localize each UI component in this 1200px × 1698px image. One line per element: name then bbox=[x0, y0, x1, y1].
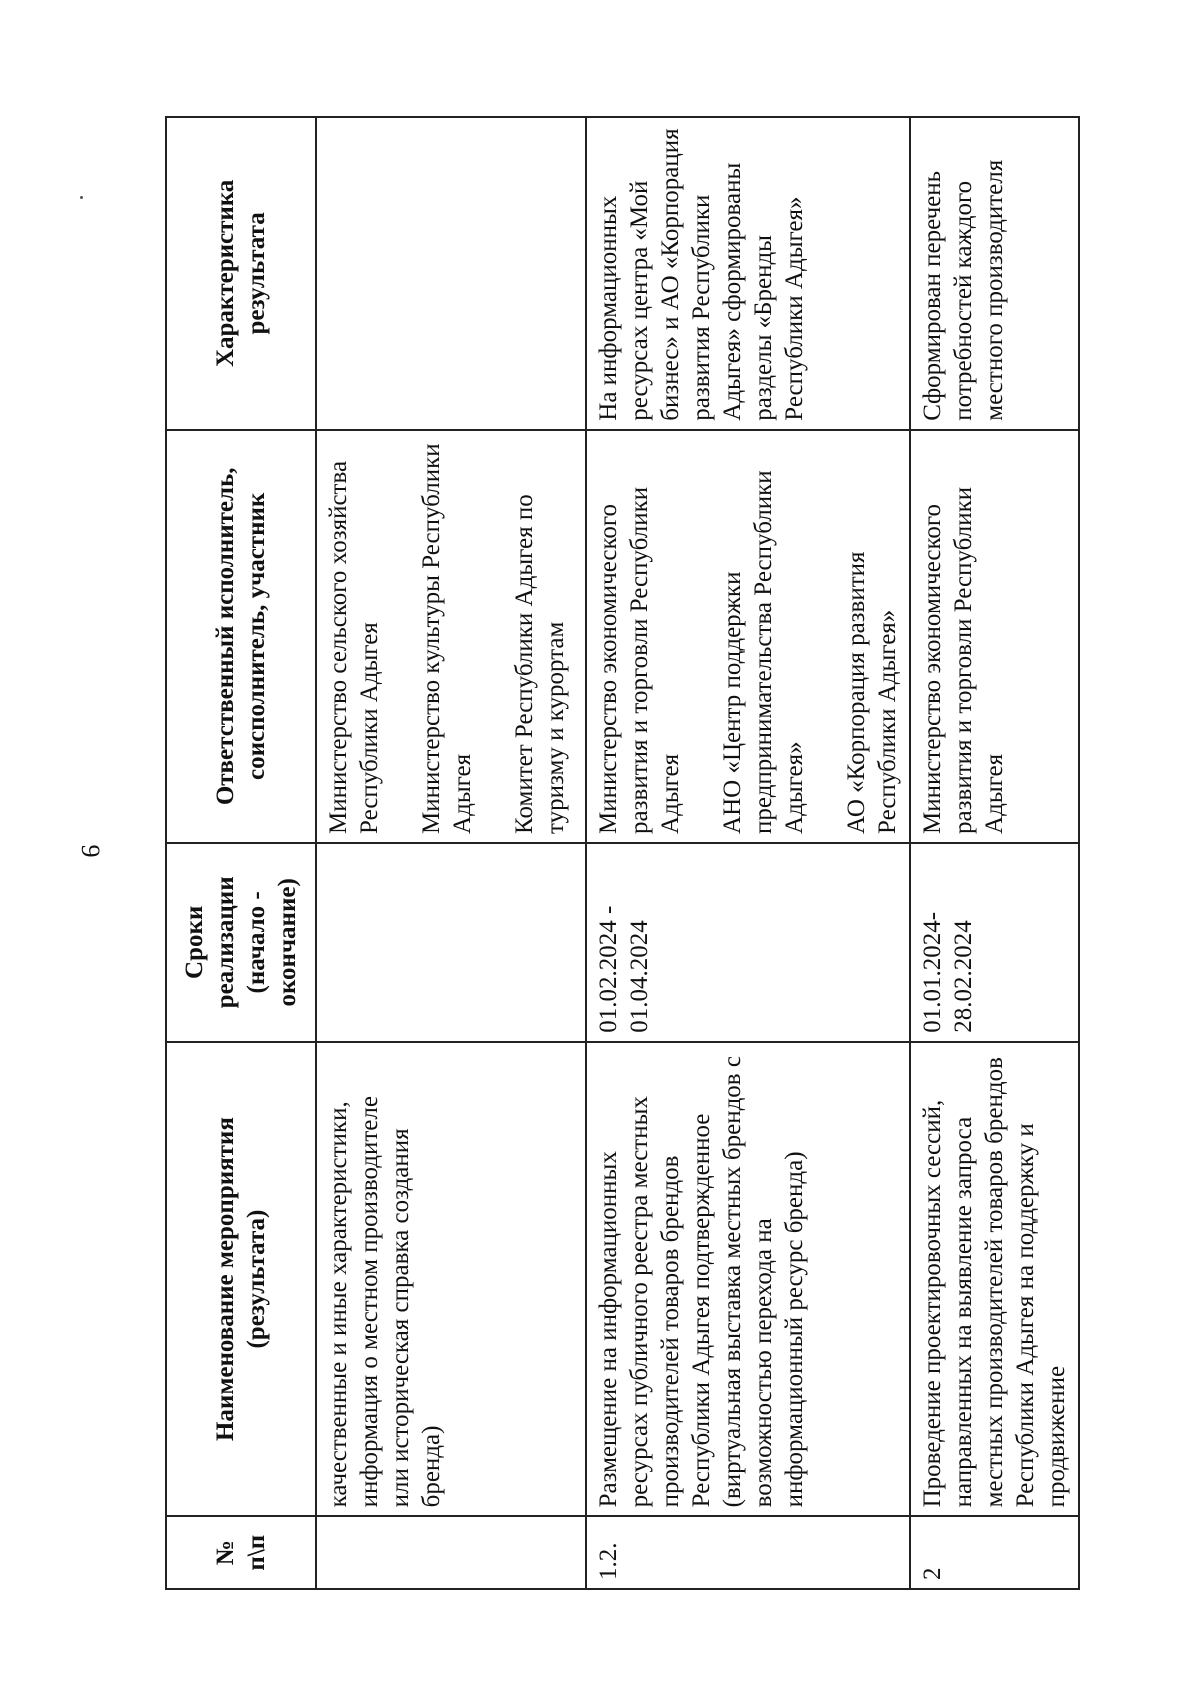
cell-name: качественные и иные характеристики, информация о местном производителе или историческая справка создания бренда) bbox=[316, 1042, 586, 1517]
table-row bbox=[586, 117, 910, 1589]
header-responsible: Ответственный исполнитель, соисполнитель, участник bbox=[166, 430, 316, 843]
cell-result bbox=[316, 117, 586, 430]
rotated-table-container bbox=[165, 116, 1080, 1590]
header-name: Наименование мероприятия (результата) bbox=[166, 1042, 316, 1517]
responsible-entry: Министерство экономического развития и торговли Республики Адыгея bbox=[919, 486, 1008, 834]
cell-num: 1.2. bbox=[586, 1516, 910, 1589]
cell-result: На информационных ресурсах центра «Мой бизнес» и АО «Корпорация развития Республики Адыгея» сформированы разделы «Бренды Республики Адыгея» bbox=[586, 117, 910, 430]
page-number: 9 bbox=[76, 844, 105, 858]
cell-num bbox=[316, 1516, 586, 1589]
cell-result: Сформирован перечень потребностей каждого местного производителя bbox=[910, 117, 1079, 430]
scan-speck bbox=[80, 196, 83, 199]
measures-table bbox=[165, 116, 1080, 1590]
responsible-entry: АО «Корпорация развития Республики Адыгея» bbox=[843, 551, 901, 834]
header-num: № п\п bbox=[166, 1516, 316, 1589]
cell-dates bbox=[316, 843, 586, 1042]
cell-name: Размещение на информационных ресурсах публичного реестра местных производителей товаров брендов Республики Адыгея подтвержденное (виртуальная выставка местных брендов с возможностью перехода на информационный ресурс бренда) bbox=[586, 1042, 910, 1517]
cell-responsible bbox=[586, 430, 910, 843]
cell-dates: 01.02.2024 - 01.04.2024 bbox=[586, 843, 910, 1042]
responsible-entry: Комитет Республики Адыгея по туризму и курортам bbox=[511, 494, 569, 834]
header-dates: Сроки реализации (начало - окончание) bbox=[166, 843, 316, 1042]
cell-responsible bbox=[910, 430, 1079, 843]
responsible-entry: АНО «Центр поддержки предпринимательства Республики Адыгея» bbox=[719, 470, 808, 834]
header-result: Характеристика результата bbox=[166, 117, 316, 430]
cell-dates: 01.01.2024- 28.02.2024 bbox=[910, 843, 1079, 1042]
responsible-entry: Министерство культуры Республики Адыгея bbox=[418, 443, 476, 834]
table-row bbox=[910, 117, 1079, 1589]
cell-num: 2 bbox=[910, 1516, 1079, 1589]
table-header-row bbox=[166, 117, 316, 1589]
table-row bbox=[316, 117, 586, 1589]
responsible-entry: Министерство сельского хозяйства Республики Адыгея bbox=[325, 460, 383, 834]
cell-responsible bbox=[316, 430, 586, 843]
cell-name: Проведение проектировочных сессий, направленных на выявление запроса местных производителей товаров брендов Республики Адыгея на поддержку и продвижение bbox=[910, 1042, 1079, 1517]
responsible-entry: Министерство экономического развития и торговли Республики Адыгея bbox=[595, 486, 684, 834]
